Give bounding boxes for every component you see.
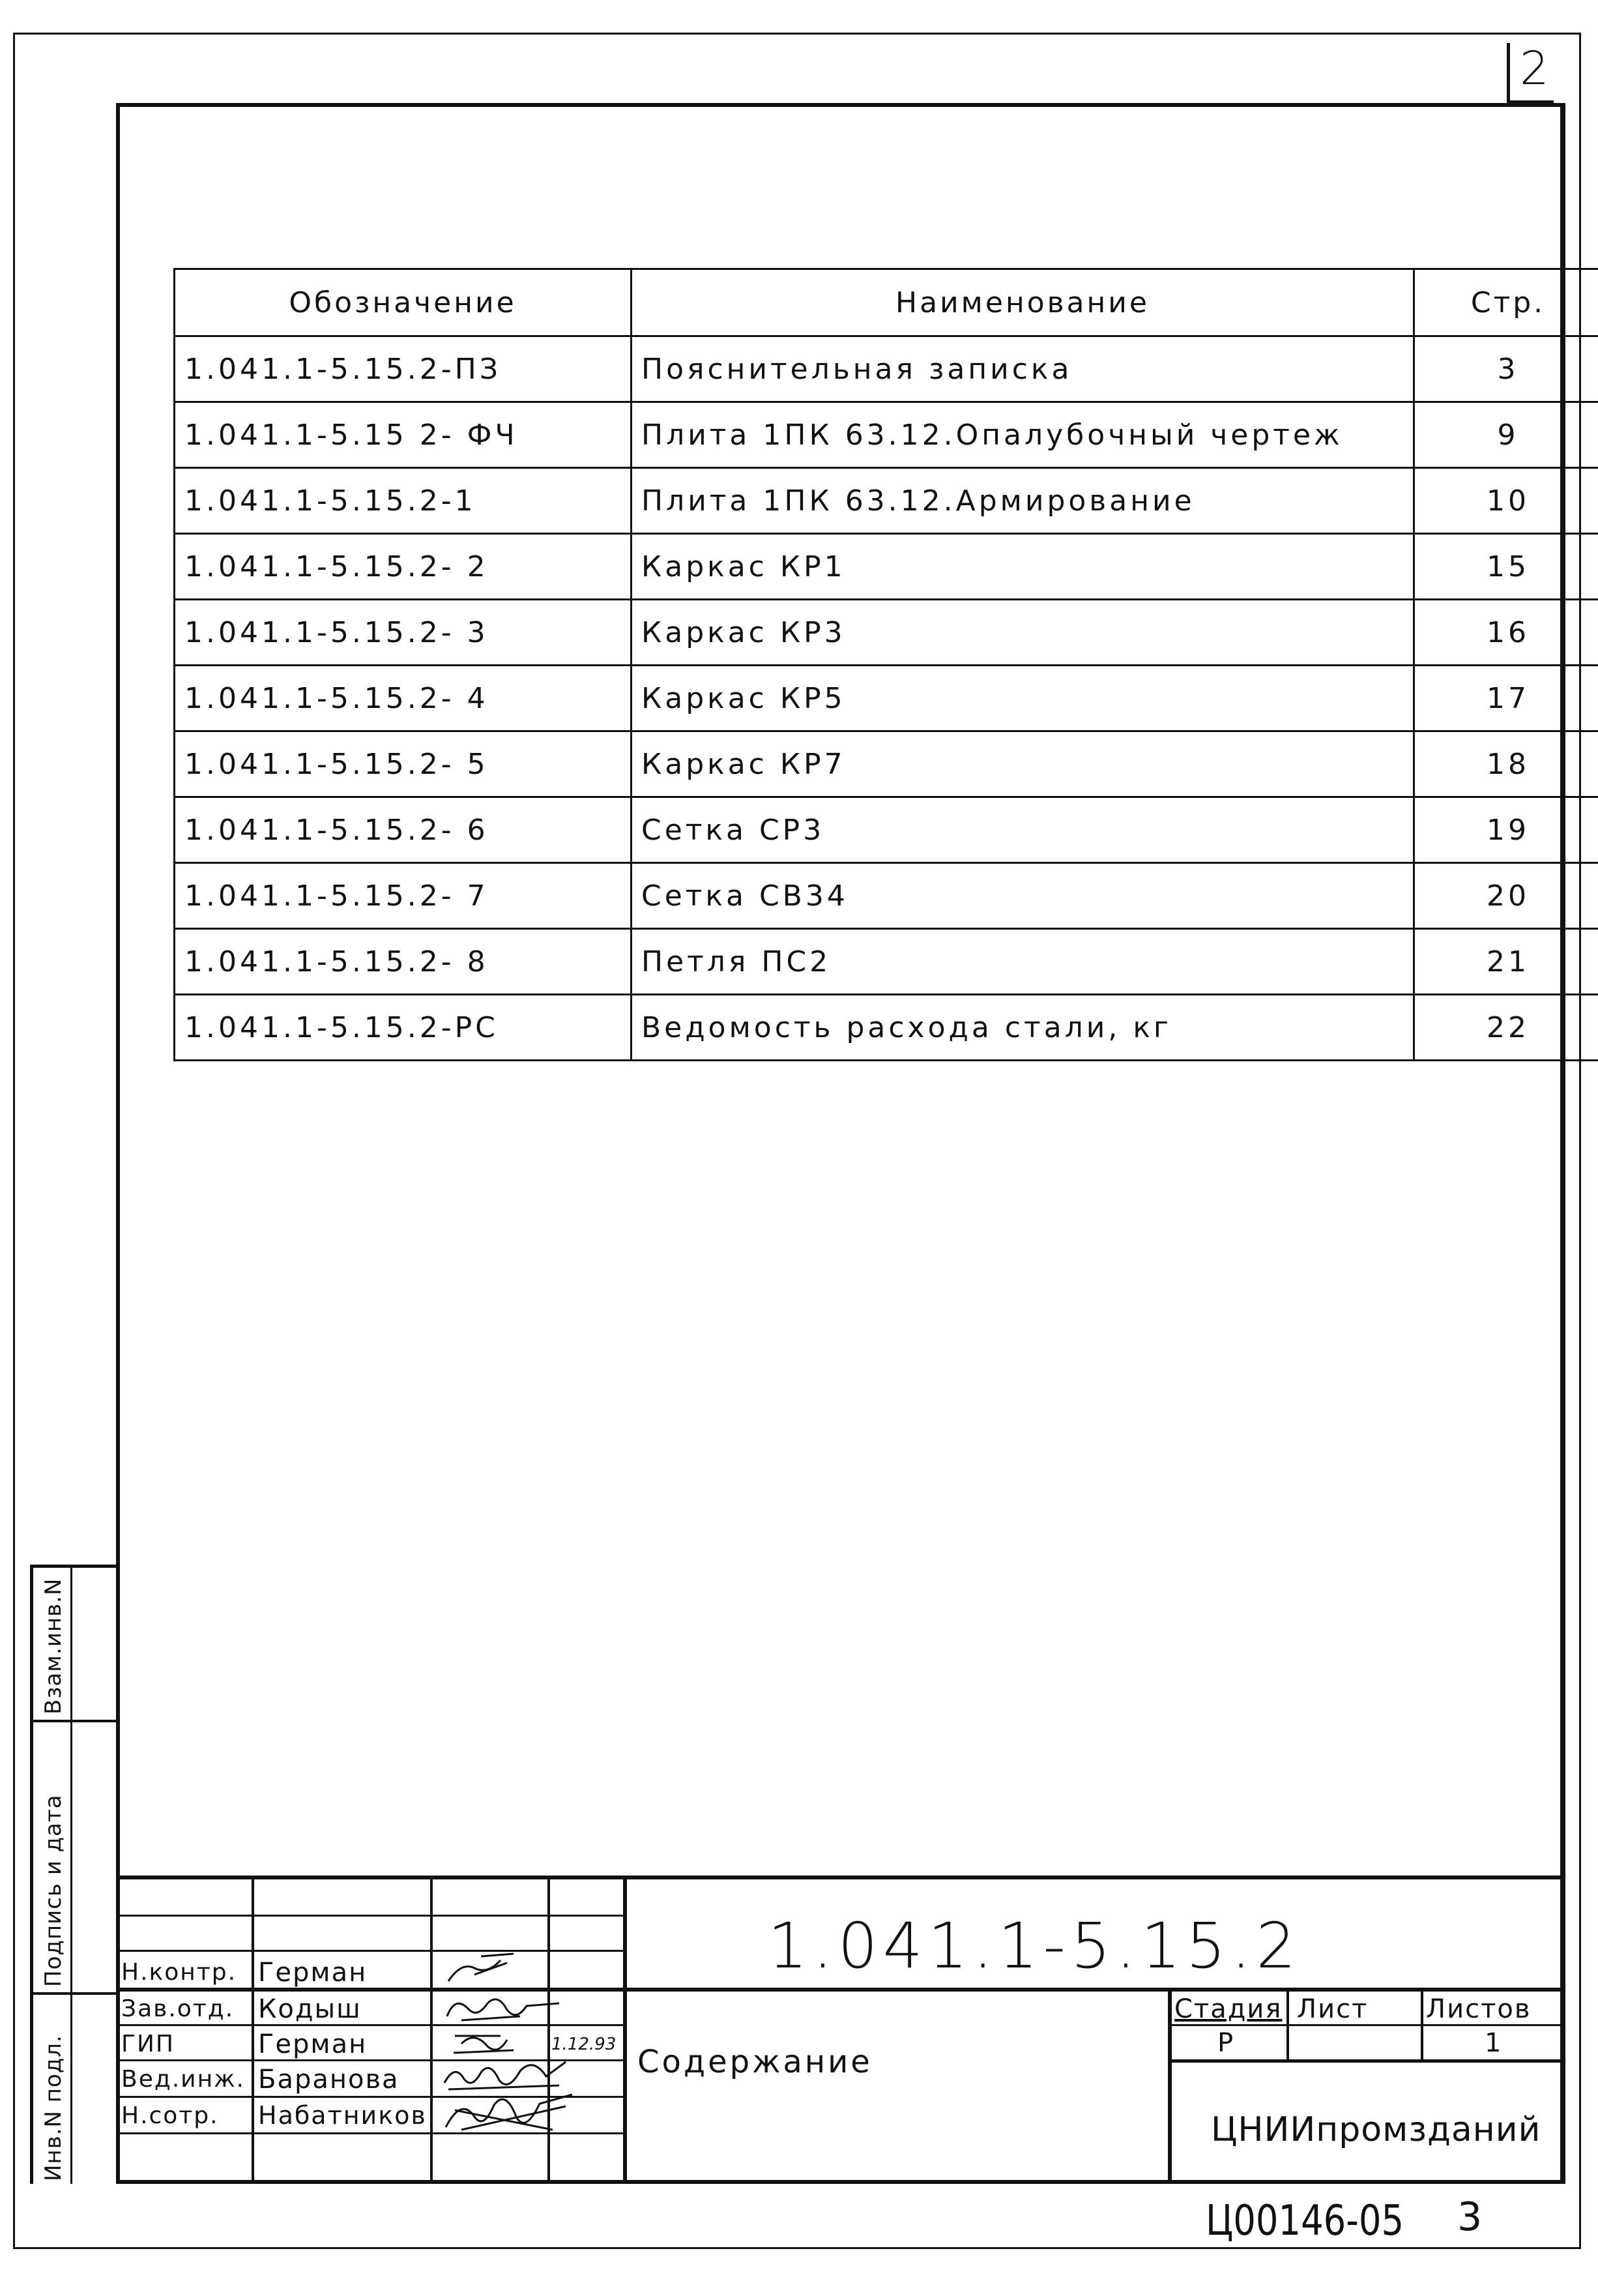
sheet-label: Лист xyxy=(1297,1994,1369,2024)
row-code: 1.041.1-5.15.2- 6 xyxy=(175,797,632,863)
tb-vline-2 xyxy=(430,1876,433,2184)
sheet-title: Содержание xyxy=(637,2044,873,2080)
row-name: Пояснительная записка xyxy=(632,336,1414,402)
header-name: Наименование xyxy=(632,269,1414,336)
row-code: 1.041.1-5.15.2- 7 xyxy=(175,863,632,929)
tb-bottom-border xyxy=(116,2180,1565,2184)
sheet-number: 2 xyxy=(1520,42,1550,95)
row-page: 3 xyxy=(1414,336,1598,402)
table-row xyxy=(175,995,1598,1061)
name-n-sotr: Набатников xyxy=(258,2101,427,2130)
row-page: 21 xyxy=(1414,929,1598,995)
side-stamp-mid-divider xyxy=(70,1565,72,2184)
row-name: Сетка СР3 xyxy=(632,797,1414,863)
header-designation: Обозначение xyxy=(175,269,632,336)
row-page: 17 xyxy=(1414,666,1598,731)
signature-n-kontr xyxy=(435,1949,546,1988)
role-gip: ГИП xyxy=(121,2031,175,2057)
row-name: Каркас КР3 xyxy=(632,600,1414,666)
tb-hline-stage-bottom xyxy=(1168,2059,1565,2063)
row-name: Петля ПС2 xyxy=(632,929,1414,995)
name-zav-otd: Кодыш xyxy=(258,1994,362,2024)
row-name: Каркас КР7 xyxy=(632,731,1414,797)
signature-zav-otd xyxy=(435,1990,566,2027)
row-page: 19 xyxy=(1414,797,1598,863)
side-stamp-sep1 xyxy=(30,1720,119,1722)
tb-top-border xyxy=(116,1876,1565,1879)
table-row xyxy=(175,929,1598,995)
contents-table xyxy=(173,268,1598,1061)
drawing-designation: 1.041.1-5.15.2 xyxy=(768,1909,1301,1982)
signature-n-sotr xyxy=(435,2091,579,2136)
tb-vline-1 xyxy=(252,1876,254,2184)
role-zav-otd: Зав.отд. xyxy=(121,1995,235,2022)
archive-code: Ц00146-05 xyxy=(1206,2197,1404,2245)
side-label-inv-podl: Инв.N подл. xyxy=(40,2035,66,2181)
tb-vline-3 xyxy=(547,1876,550,2184)
row-page: 15 xyxy=(1414,534,1598,600)
row-code: 1.041.1-5.15.2- 3 xyxy=(175,600,632,666)
row-code: 1.041.1-5.15.2- 5 xyxy=(175,731,632,797)
row-code: 1.041.1-5.15.2- 2 xyxy=(175,534,632,600)
row-name: Плита 1ПК 63.12.Армирование xyxy=(632,468,1414,534)
row-page: 18 xyxy=(1414,731,1598,797)
sign-date: 1.12.93 xyxy=(551,2035,617,2054)
row-code: 1.041.1-5.15.2- 8 xyxy=(175,929,632,995)
role-ved-inzh: Вед.инж. xyxy=(121,2066,245,2093)
organization: ЦНИИпромзданий xyxy=(1211,2110,1541,2149)
footer-page-number: 3 xyxy=(1457,2194,1484,2240)
row-page: 20 xyxy=(1414,863,1598,929)
table-row xyxy=(175,863,1598,929)
row-name: Плита 1ПК 63.12.Опалубочный чертеж xyxy=(632,402,1414,468)
row-code: 1.041.1-5.15.2-ПЗ xyxy=(175,336,632,402)
row-name: Ведомость расхода стали, кг xyxy=(632,995,1414,1061)
title-block xyxy=(116,1876,1565,2184)
name-ved-inzh: Баранова xyxy=(258,2065,400,2095)
row-code: 1.041.1-5.15.2-1 xyxy=(175,468,632,534)
side-label-vzam-inv: Взам.инв.N xyxy=(40,1578,66,1715)
tb-hline-2 xyxy=(116,1950,624,1952)
table-row xyxy=(175,797,1598,863)
table-row xyxy=(175,666,1598,731)
table-row xyxy=(175,336,1598,402)
table-row xyxy=(175,468,1598,534)
sheets-label: Листов xyxy=(1426,1994,1532,2024)
side-label-podpis-data: Подпись и дата xyxy=(40,1794,66,1987)
sheets-value: 1 xyxy=(1485,2028,1503,2058)
row-page: 16 xyxy=(1414,600,1598,666)
table-row xyxy=(175,402,1598,468)
row-page: 10 xyxy=(1414,468,1598,534)
tb-vline-stage xyxy=(1168,1988,1172,2184)
stage-value: Р xyxy=(1217,2028,1235,2058)
tb-hline-3 xyxy=(116,1988,1565,1992)
name-gip: Герман xyxy=(258,2029,368,2059)
table-row xyxy=(175,731,1598,797)
row-page: 22 xyxy=(1414,995,1598,1061)
header-page: Стр. xyxy=(1414,269,1598,336)
role-n-kontr: Н.контр. xyxy=(121,1959,237,1986)
row-name: Каркас КР5 xyxy=(632,666,1414,731)
side-stamp-top xyxy=(30,1565,119,1568)
table-row xyxy=(175,534,1598,600)
row-code: 1.041.1-5.15 2- ФЧ xyxy=(175,402,632,468)
row-page: 9 xyxy=(1414,402,1598,468)
tb-vline-4 xyxy=(623,1876,627,2184)
row-code: 1.041.1-5.15.2- 4 xyxy=(175,666,632,731)
table-row xyxy=(175,600,1598,666)
side-stamp-left-edge xyxy=(30,1565,33,2184)
stage-label: Стадия xyxy=(1174,1994,1283,2024)
signature-gip xyxy=(442,2027,546,2061)
role-n-sotr: Н.сотр. xyxy=(121,2102,219,2129)
row-name: Сетка СВ34 xyxy=(632,863,1414,929)
side-stamp-sep2 xyxy=(30,1992,119,1995)
tb-hline-stage-mid xyxy=(1168,2024,1565,2026)
row-code: 1.041.1-5.15.2-РС xyxy=(175,995,632,1061)
tb-hline-1 xyxy=(116,1915,624,1917)
name-n-kontr: Герман xyxy=(258,1958,368,1988)
contents-header-row xyxy=(175,269,1598,336)
row-name: Каркас КР1 xyxy=(632,534,1414,600)
